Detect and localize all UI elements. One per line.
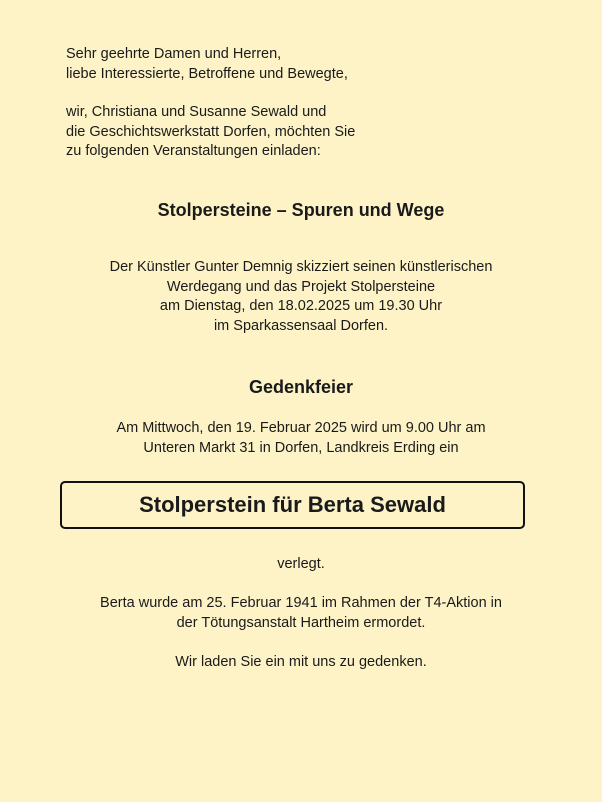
greeting-line-1: Sehr geehrte Damen und Herren, <box>66 46 282 62</box>
event1-description <box>0 258 602 336</box>
closing-line: Wir laden Sie ein mit uns zu gedenken. <box>175 654 427 670</box>
event1-title: Stolpersteine – Spuren und Wege <box>157 200 445 220</box>
event2-line-2: Unteren Markt 31 in Dorfen, Landkreis Erding ein <box>143 439 459 456</box>
event2-title: Gedenkfeier <box>248 377 354 397</box>
event2-description <box>0 419 602 458</box>
intro-line-3: zu folgenden Veranstaltungen einladen: <box>66 143 321 159</box>
bio-line-1: Berta wurde am 25. Februar 1941 im Rahmen der T4-Aktion in <box>100 595 502 611</box>
intro-line-1: wir, Christiana und Susanne Sewald und <box>66 104 327 120</box>
bio-line-2: der Tötungsanstalt Hartheim ermordet. <box>176 614 426 631</box>
event2-after: verlegt. <box>277 556 325 572</box>
event1-line-4: im Sparkassensaal Dorfen. <box>213 317 389 334</box>
stolperstein-highlight-box <box>60 481 525 529</box>
event2-line-1: Am Mittwoch, den 19. Februar 2025 wird um 9.00 Uhr am <box>116 420 486 436</box>
event1-line-2: Werdegang und das Projekt Stolpersteine <box>166 278 436 295</box>
bio-block <box>0 594 602 633</box>
greeting-line-2: liebe Interessierte, Betroffene und Bewegte, <box>66 65 348 82</box>
intro-line-2: die Geschichtswerkstatt Dorfen, möchten Sie <box>66 123 356 140</box>
event1-line-3: am Dienstag, den 18.02.2025 um 19.30 Uhr <box>159 298 443 314</box>
event1-line-1: Der Künstler Gunter Demnig skizziert seinen künstlerischen <box>109 259 493 275</box>
greeting-block <box>66 45 355 162</box>
stolperstein-highlight-text: Stolperstein für Berta Sewald <box>139 492 446 517</box>
